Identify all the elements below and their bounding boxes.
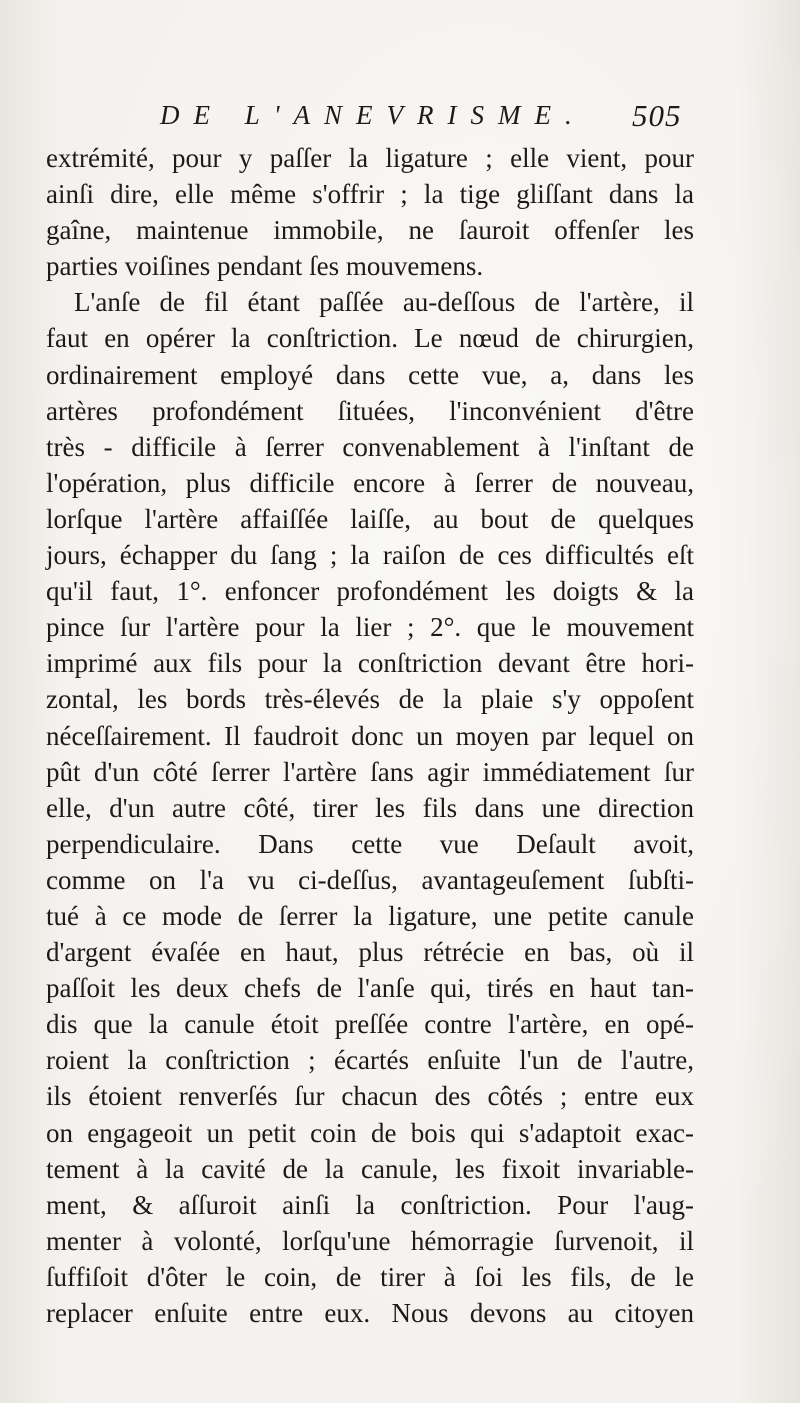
- text-line: lorſque l'artère affaiſſée laiſſe, au bout de quelques: [46, 503, 694, 534]
- text-line: L'anſe de fil étant paſſée au-deſſous de l'artère, il: [74, 287, 694, 318]
- text-line: extrémité, pour y paſſer la ligature ; elle vient, pour: [46, 143, 694, 173]
- text-line: perpendiculaire. Dans cette vue Deſault avoit,: [46, 828, 694, 859]
- text-line: ainſi dire, elle même s'offrir ; la tige gliſſant dans la: [46, 179, 694, 210]
- text-line: pince ſur l'artère pour la lier ; 2°. que le mouvement: [46, 612, 694, 643]
- text-line: imprimé aux fils pour la conſtriction devant être hori-: [46, 648, 694, 679]
- text-line: pût d'un côté ſerrer l'artère ſans agir immédiatement ſur: [46, 756, 694, 787]
- text-line: gaîne, maintenue immobile, ne ſauroit offenſer les: [46, 215, 694, 246]
- text-line: roient la conſtriction ; écartés enſuite l'un de l'autre,: [46, 1045, 694, 1076]
- page-number: 505: [632, 98, 682, 133]
- text-line: faut en opérer la conſtriction. Le nœud de chirurgien,: [46, 323, 694, 354]
- text-line: on engageoit un petit coin de bois qui s'adaptoit exac-: [46, 1117, 694, 1148]
- text-line: menter à volonté, lorſqu'une hémorragie ſurvenoit, il: [46, 1225, 694, 1256]
- text-line: très - difficile à ſerrer convenablement à l'inſtant de: [46, 431, 694, 462]
- body-text: [46, 140, 694, 1331]
- text-line: comme on l'a vu ci-deſſus, avantageuſement ſubſti-: [46, 864, 694, 895]
- text-line: paſſoit les deux chefs de l'anſe qui, tirés en haut tan-: [46, 973, 694, 1004]
- running-title: DE L'ANEVRISME.: [160, 100, 586, 130]
- text-line: d'argent évaſée en haut, plus rétrécie en bas, où il: [46, 937, 694, 968]
- text-line: ment, & aſſuroit ainſi la conſtriction. Pour l'aug-: [46, 1189, 694, 1220]
- text-line: jours, échapper du ſang ; la raiſon de ces difficultés eſt: [46, 540, 694, 571]
- text-line: qu'il faut, 1°. enfoncer profondément les doigts & la: [46, 576, 694, 607]
- text-line: zontal, les bords très-élevés de la plaie s'y oppoſent: [46, 684, 694, 715]
- text-line: ils étoient renverſés ſur chacun des côtés ; entre eux: [46, 1081, 694, 1112]
- text-line: néceſſairement. Il faudroit donc un moyen par lequel on: [46, 720, 694, 751]
- text-line: replacer enſuite entre eux. Nous devons au citoyen: [46, 1298, 694, 1328]
- text-line: artères profondément ſituées, l'inconvénient d'être: [46, 395, 694, 426]
- text-line: l'opération, plus difficile encore à ſerrer de nouveau,: [46, 467, 694, 498]
- text-line: ſuffiſoit d'ôter le coin, de tirer à ſoi les fils, de le: [46, 1261, 694, 1292]
- text-line: elle, d'un autre côté, tirer les fils dans une direction: [46, 792, 694, 823]
- text-line: tement à la cavité de la canule, les fixoit invariable-: [46, 1153, 694, 1184]
- text-line: parties voiſines pendant ſes mouvemens.: [46, 251, 484, 282]
- text-line: dis que la canule étoit preſſée contre l'artère, en opé-: [46, 1009, 694, 1040]
- text-line: tué à ce mode de ſerrer la ligature, une petite canule: [46, 900, 694, 931]
- text-line: ordinairement employé dans cette vue, a, dans les: [46, 359, 694, 390]
